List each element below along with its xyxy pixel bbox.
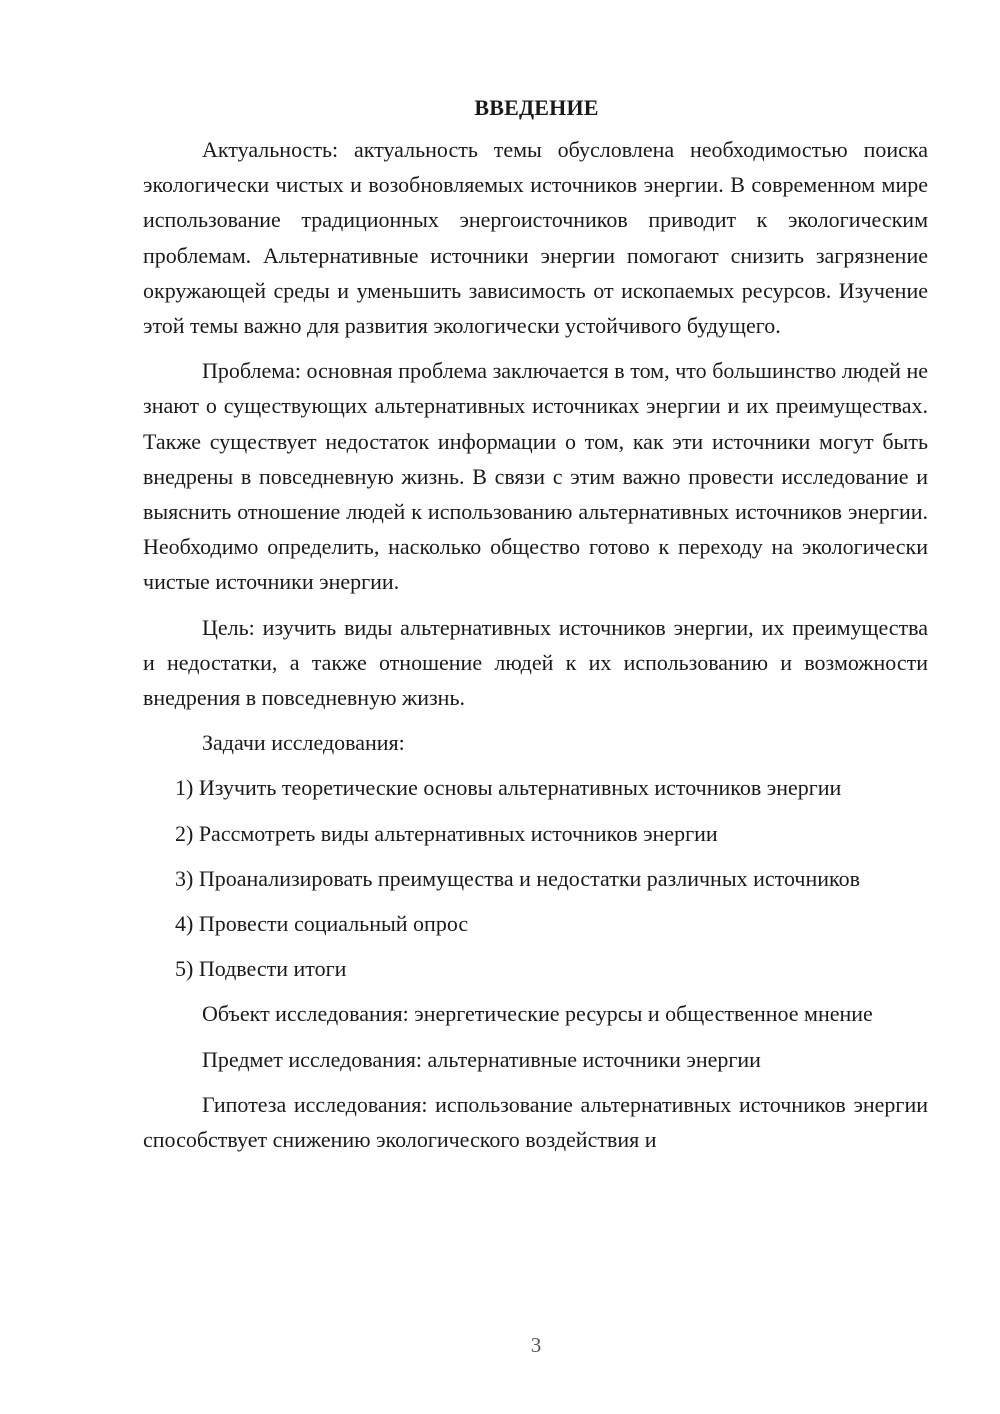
page-number: 3 [530,1333,542,1357]
problem-paragraph: Проблема: основная проблема заключается в том, что большинство людей не знают о существующих альтернативных источниках энергии и их преимуществах. Также существует недостаток информации о том, как эти источники могут быть внедрены в повседневную жизнь. В связи с этим важно провести исследование и выяснить отношение людей к использованию альтернативных источников энергии. Необходимо определить, насколько общество готово к переходу на экологически чистые источники энергии. [143,358,928,595]
document-page [143,92,928,1157]
task-item: 2) Рассмотреть виды альтернативных источников энергии [175,820,718,846]
subject-paragraph: Предмет исследования: альтернативные источники энергии [202,1046,761,1072]
task-item: 1) Изучить теоретические основы альтернативных источников энергии [175,775,842,801]
relevance-paragraph: Актуальность: актуальность темы обусловлена необходимостью поиска экологически чистых и возобновляемых источников энергии. В современном мире использование традиционных энергоисточников приводит к экологическим проблемам. Альтернативные источники энергии помогают снизить загрязнение окружающей среды и уменьшить зависимость от ископаемых ресурсов. Изучение этой темы важно для развития экологически устойчивого будущего. [143,137,928,339]
goal-paragraph: Цель: изучить виды альтернативных источников энергии, их преимущества и недостатки, а также отношение людей к их использованию и возможности внедрения в повседневную жизнь. [143,614,928,711]
hypothesis-paragraph: Гипотеза исследования: использование альтернативных источников энергии способствует снижению экологического воздействия и [143,1091,928,1153]
task-item: 5) Подвести итоги [175,956,347,982]
tasks-heading: Задачи исследования: [202,730,405,756]
section-title: ВВЕДЕНИЕ [474,95,599,120]
task-item: 4) Провести социальный опрос [175,911,469,937]
task-item: 3) Проанализировать преимущества и недостатки различных источников [175,865,860,891]
object-paragraph: Объект исследования: энергетические ресурсы и общественное мнение [202,1001,873,1027]
